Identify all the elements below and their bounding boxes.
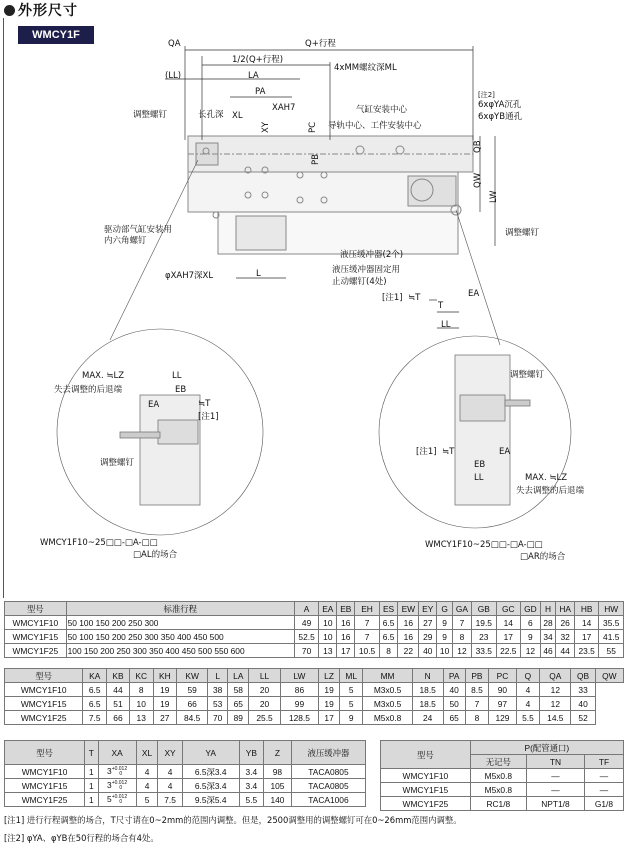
table-cell: 40 <box>571 697 595 711</box>
table-cell: 6.5 <box>83 697 107 711</box>
label-drive-cyl-1: 驱动部气缸安装用 <box>104 225 173 235</box>
table-dimensions-3 <box>4 740 366 807</box>
table-cell: 44 <box>556 644 575 658</box>
table-cell: 4 <box>516 683 540 697</box>
label-guide-center: 导轨中心、工件安装中心 <box>328 121 422 131</box>
dim-xl: XL <box>232 111 243 121</box>
dim-pc: PC <box>308 121 318 133</box>
table-cell: 10.5 <box>355 644 379 658</box>
table-cell: 13 <box>129 711 153 725</box>
table-row <box>5 793 366 807</box>
table-cell: 99 <box>280 697 319 711</box>
table-cell: 128.5 <box>280 711 319 725</box>
table-cell: WMCY1F15 <box>5 779 85 793</box>
table-cell: 140 <box>263 793 291 807</box>
table-cell: 12 <box>521 644 541 658</box>
t2-header: LL <box>249 669 280 683</box>
t1-header: 标准行程 <box>66 602 294 616</box>
t3-header: T <box>85 741 98 765</box>
table-cell: 17 <box>496 630 520 644</box>
table-cell: 52.5 <box>294 630 318 644</box>
dim-q-stroke: Q+行程 <box>305 39 336 49</box>
t2-header: PC <box>489 669 516 683</box>
dim-ea: EA <box>468 289 480 299</box>
table-cell: 1 <box>85 793 98 807</box>
table-row <box>5 616 624 630</box>
table-cell: M5x0.8 <box>470 769 526 783</box>
label-approx-t: ≒T <box>408 293 421 303</box>
table-cell: 5 <box>136 793 158 807</box>
table-cell: 50 100 150 200 250 300 350 400 450 500 <box>66 630 294 644</box>
table-cell: 50 <box>443 697 465 711</box>
note-2: [注2] φYA、φYB在50行程的场合有4处。 <box>4 833 159 843</box>
table-cell: 6.5 <box>379 630 398 644</box>
t2-header: L <box>208 669 228 683</box>
table-cell: 59 <box>177 683 208 697</box>
detail-left-note1: [注1] <box>198 412 219 422</box>
table-cell: 24 <box>412 711 443 725</box>
table-cell: M3x0.5 <box>363 683 412 697</box>
table-cell: 90 <box>489 683 516 697</box>
detail-right-note1: [注1] <box>416 447 437 457</box>
table-cell: 7 <box>452 616 471 630</box>
table-cell: 25.5 <box>249 711 280 725</box>
table-cell: 9 <box>339 711 363 725</box>
label-shock-absorber: 液压缓冲器(2个) <box>340 250 404 260</box>
detail-right-lost: 失去调整的后退端 <box>516 486 585 496</box>
t1-header: EB <box>337 602 355 616</box>
t1-header: 型号 <box>5 602 67 616</box>
dim-ll: LL <box>441 320 451 330</box>
table-cell: 66 <box>177 697 208 711</box>
table-cell: 9 <box>437 616 453 630</box>
t1-header: EY <box>419 602 437 616</box>
xa-value: 3 <box>107 766 112 777</box>
t2-header: QA <box>540 669 571 683</box>
table-cell: 7.5 <box>158 793 182 807</box>
table-cell: WMCY1F10 <box>5 765 85 779</box>
t1-header: GA <box>452 602 471 616</box>
table-cell: 6.5 <box>379 616 398 630</box>
detail-right-case: □AR的场合 <box>520 552 566 562</box>
detail-left-model: WMCY1F10~25□□-□A-□□ <box>40 538 158 548</box>
t1-header: H <box>540 602 556 616</box>
xa-tolerance: +0.012 0 <box>111 765 128 777</box>
t1-header: HW <box>599 602 624 616</box>
table-cell: 7.5 <box>83 711 107 725</box>
table-cell: 84.5 <box>177 711 208 725</box>
table-cell: WMCY1F15 <box>381 783 471 797</box>
table-cell: WMCY1F25 <box>381 797 471 811</box>
t1-header: ES <box>379 602 398 616</box>
table-row <box>5 711 624 725</box>
table-cell: 65 <box>228 697 249 711</box>
label-shock-fix-2: 止动螺钉(4处) <box>332 277 387 287</box>
detail-left-case: □AL的场合 <box>133 550 178 560</box>
t2-header: QW <box>595 669 623 683</box>
table-cell: — <box>526 783 584 797</box>
dim-l: L <box>256 269 261 279</box>
label-adjust-screw-left: 调整螺钉 <box>133 110 168 120</box>
xa-tolerance: +0.012 0 <box>111 779 128 791</box>
t3-header: Z <box>263 741 291 765</box>
t2-header: KB <box>107 669 130 683</box>
table-cell-xa <box>98 793 136 807</box>
table-cell: 44 <box>107 683 130 697</box>
table-cell: 16 <box>337 630 355 644</box>
table-cell: WMCY1F10 <box>5 616 67 630</box>
t2-header: KC <box>129 669 153 683</box>
table-cell: 20 <box>249 697 280 711</box>
table-cell: 86 <box>280 683 319 697</box>
table-cell: 26 <box>556 616 575 630</box>
t1-header: EW <box>398 602 419 616</box>
table-cell: 13 <box>319 644 337 658</box>
table-cell: 12 <box>540 697 571 711</box>
table-cell: 14.5 <box>540 711 571 725</box>
table-cell: 5 <box>339 697 363 711</box>
table-cell: 33 <box>571 683 595 697</box>
table-cell: 8 <box>379 644 398 658</box>
t1-header: HB <box>574 602 598 616</box>
label-cyl-center: 气缸安装中心 <box>356 105 408 115</box>
t1-header: G <box>437 602 453 616</box>
table-cell: 19 <box>319 683 340 697</box>
table-row <box>381 783 624 797</box>
table-cell: NPT1/8 <box>526 797 584 811</box>
table-cell: 53 <box>208 697 228 711</box>
table-cell: 4 <box>136 765 158 779</box>
table-cell: M5x0.8 <box>470 783 526 797</box>
table-cell: 7 <box>355 616 379 630</box>
table-cell: 29 <box>419 630 437 644</box>
table-cell: 6.5 <box>83 683 107 697</box>
t2-header: QB <box>571 669 595 683</box>
table-cell: 10 <box>319 616 337 630</box>
table-cell: 28 <box>540 616 556 630</box>
table-cell: 8.5 <box>465 683 489 697</box>
table-cell: 14 <box>496 616 520 630</box>
table-cell: WMCY1F10 <box>5 683 83 697</box>
dim-la: LA <box>248 71 259 81</box>
table-cell: 33.5 <box>472 644 496 658</box>
t2-header: LZ <box>319 669 340 683</box>
t4-header-none: 无记号 <box>470 755 526 769</box>
dim-qw: QW <box>473 172 483 188</box>
t2-header: N <box>412 669 443 683</box>
table-port <box>380 740 624 811</box>
t3-header: 液压缓冲器 <box>291 741 365 765</box>
table-cell: 19.5 <box>472 616 496 630</box>
table-cell: 5.5 <box>239 793 263 807</box>
table-cell: 97 <box>489 697 516 711</box>
table-row <box>381 797 624 811</box>
detail-left-approx-t: ≒T <box>198 399 211 409</box>
table-cell: 16 <box>398 616 419 630</box>
table-cell: 40 <box>443 683 465 697</box>
table-row <box>5 683 624 697</box>
t2-header: MM <box>363 669 412 683</box>
table-cell: 9.5深5.4 <box>182 793 239 807</box>
table-cell: 4 <box>516 697 540 711</box>
detail-left-lost: 失去调整的后退端 <box>54 385 123 395</box>
t3-header: XY <box>158 741 182 765</box>
dim-half-q: 1/2(Q+行程) <box>232 55 284 65</box>
note-1: [注1] 进行行程调整的场合，T尺寸请在0~2mm的范围内调整。但是，2500调整用的调整螺钉可在0~26mm范围内调整。 <box>4 815 462 825</box>
table-cell: 8 <box>129 683 153 697</box>
table-cell: 4 <box>158 765 182 779</box>
dim-qb: QB <box>473 140 483 153</box>
table-cell: 35.5 <box>599 616 624 630</box>
table-cell: 66 <box>107 711 130 725</box>
t4-header-tn: TN <box>526 755 584 769</box>
table-cell: 129 <box>489 711 516 725</box>
xa-value: 5 <box>107 794 112 805</box>
dim-xah7: XAH7 <box>272 103 296 113</box>
section-title: 外形尺寸 <box>18 3 78 19</box>
t2-header: LA <box>228 669 249 683</box>
table-cell: 9 <box>437 630 453 644</box>
table-cell: 34 <box>540 630 556 644</box>
table-cell: 49 <box>294 616 318 630</box>
label-ya-cbore: 6xφYA沉孔 <box>478 100 522 110</box>
detail-right-model: WMCY1F10~25□□-□A-□□ <box>425 540 543 550</box>
table-cell: M3x0.5 <box>363 697 412 711</box>
table-cell: 18.5 <box>412 697 443 711</box>
dim-pa: PA <box>255 87 266 97</box>
table-cell-xa <box>98 779 136 793</box>
t2-header: PA <box>443 669 465 683</box>
detail-right-approx-t: ≒T <box>442 447 455 457</box>
table-cell: 16 <box>398 630 419 644</box>
table-row <box>5 779 366 793</box>
detail-left-screw: 调整螺钉 <box>100 458 135 468</box>
t1-header: GB <box>472 602 496 616</box>
table-cell: G1/8 <box>584 797 623 811</box>
t3-header: YB <box>239 741 263 765</box>
table-cell: 19 <box>153 683 177 697</box>
table-cell: RC1/8 <box>470 797 526 811</box>
table-cell: 65 <box>443 711 465 725</box>
table-cell: 32 <box>556 630 575 644</box>
t1-header: HA <box>556 602 575 616</box>
table-cell: 7 <box>355 630 379 644</box>
table-cell: 51 <box>107 697 130 711</box>
table-cell: 40 <box>419 644 437 658</box>
label-note2: [注2] <box>478 91 495 99</box>
table-row <box>5 697 624 711</box>
table-cell: 10 <box>437 644 453 658</box>
t4-header-p: P(配管通口) <box>470 741 623 755</box>
table-cell: 9 <box>521 630 541 644</box>
table-cell: 89 <box>228 711 249 725</box>
table-cell: 23.5 <box>574 644 598 658</box>
detail-right-screw: 调整螺钉 <box>510 370 545 380</box>
t2-header: PB <box>465 669 489 683</box>
t1-header: GD <box>521 602 541 616</box>
table-cell: WMCY1F25 <box>5 644 67 658</box>
t2-header: Q <box>516 669 540 683</box>
table-cell: 1 <box>85 765 98 779</box>
detail-left-ea: EA <box>148 400 160 410</box>
table-cell: 105 <box>263 779 291 793</box>
slide-body-outline <box>188 136 473 254</box>
t2-header: LW <box>280 669 319 683</box>
t2-header: 型号 <box>5 669 83 683</box>
table-cell: 19 <box>153 697 177 711</box>
table-cell: WMCY1F25 <box>5 711 83 725</box>
detail-right-ll: LL <box>474 473 484 483</box>
table-cell: 27 <box>153 711 177 725</box>
detail-left-max: MAX. ≒LZ <box>82 371 125 381</box>
dim-pb: PB <box>311 154 321 165</box>
table-cell: 50 100 150 200 250 300 <box>66 616 294 630</box>
dim-tap-mm: 4xMM螺纹深ML <box>334 63 397 73</box>
dim-ll-paren: (LL) <box>165 71 182 81</box>
t3-header: XL <box>136 741 158 765</box>
table-cell: 23 <box>472 630 496 644</box>
label-xah7-depth: φXAH7深XL <box>165 271 214 281</box>
t3-header: XA <box>98 741 136 765</box>
table-cell: 22.5 <box>496 644 520 658</box>
t1-header: EH <box>355 602 379 616</box>
table-cell: 46 <box>540 644 556 658</box>
model-badge: WMCY1F <box>18 26 94 44</box>
table-cell: 58 <box>228 683 249 697</box>
table-cell: M5x0.8 <box>363 711 412 725</box>
table-cell: 12 <box>452 644 471 658</box>
table-cell: 70 <box>294 644 318 658</box>
table-cell: 17 <box>337 644 355 658</box>
xa-value: 3 <box>107 780 112 791</box>
table-cell: 4 <box>158 779 182 793</box>
table-row <box>5 630 624 644</box>
table-cell: 3.4 <box>239 779 263 793</box>
detail-left-ll: LL <box>172 371 182 381</box>
table-cell: 6.5深3.4 <box>182 765 239 779</box>
detail-right-ea: EA <box>499 447 511 457</box>
table-cell: 16 <box>337 616 355 630</box>
table-cell: 5 <box>339 683 363 697</box>
t1-header: A <box>294 602 318 616</box>
table-cell-xa <box>98 765 136 779</box>
label-slot-depth: 长孔深 <box>198 110 224 120</box>
table-dimensions-2 <box>4 668 624 725</box>
t2-header: KA <box>83 669 107 683</box>
table-cell: 22 <box>398 644 419 658</box>
table-cell: 6.5深3.4 <box>182 779 239 793</box>
table-cell: 1 <box>85 779 98 793</box>
label-drive-cyl-2: 内六角螺钉 <box>104 236 147 246</box>
table-cell: WMCY1F15 <box>5 630 67 644</box>
table-cell: 14 <box>574 616 598 630</box>
table-cell: — <box>584 783 623 797</box>
label-yb-thru: 6xφYB通孔 <box>478 112 523 122</box>
table-cell: 8 <box>452 630 471 644</box>
table-cell: 41.5 <box>599 630 624 644</box>
table-cell: 19 <box>319 697 340 711</box>
table-cell: 18.5 <box>412 683 443 697</box>
detail-left-part <box>120 395 200 505</box>
t3-header: YA <box>182 741 239 765</box>
table-cell: 5.5 <box>516 711 540 725</box>
table-dimensions-1 <box>4 601 624 658</box>
table-cell: TACA0805 <box>291 765 365 779</box>
table-cell: 55 <box>599 644 624 658</box>
table-cell: 17 <box>574 630 598 644</box>
t1-header: EA <box>319 602 337 616</box>
dim-t: T <box>438 301 444 311</box>
table-cell: WMCY1F10 <box>381 769 471 783</box>
table-cell: TACA1006 <box>291 793 365 807</box>
t2-header: KW <box>177 669 208 683</box>
table-cell: 12 <box>540 683 571 697</box>
table-cell: 38 <box>208 683 228 697</box>
detail-right-max: MAX. ≒LZ <box>525 473 568 483</box>
table-cell: 17 <box>319 711 340 725</box>
table-cell: WMCY1F25 <box>5 793 85 807</box>
table-cell: 6 <box>521 616 541 630</box>
dim-lw: LW <box>489 190 499 203</box>
table-cell: 70 <box>208 711 228 725</box>
table-cell: TACA0805 <box>291 779 365 793</box>
table-row <box>381 769 624 783</box>
detail-right-eb: EB <box>474 460 486 470</box>
table-cell: 8 <box>465 711 489 725</box>
table-cell: 7 <box>465 697 489 711</box>
label-shock-fix-1: 液压缓冲器固定用 <box>332 265 401 275</box>
table-cell: 98 <box>263 765 291 779</box>
table-cell: — <box>526 769 584 783</box>
table-row <box>5 765 366 779</box>
table-cell: 3.4 <box>239 765 263 779</box>
t2-header: ML <box>339 669 363 683</box>
xa-tolerance: +0.012 0 <box>111 793 128 805</box>
t3-header: 型号 <box>5 741 85 765</box>
table-cell: 4 <box>136 779 158 793</box>
label-note1-t: [注1] <box>382 293 403 303</box>
table-cell: 100 150 200 250 300 350 400 450 500 550 600 <box>66 644 294 658</box>
t4-header-model: 型号 <box>381 741 471 769</box>
table-row <box>5 644 624 658</box>
dim-xy: XY <box>261 121 271 133</box>
table-cell: 20 <box>249 683 280 697</box>
table-cell: WMCY1F15 <box>5 697 83 711</box>
table-cell: 52 <box>571 711 595 725</box>
detail-left-eb: EB <box>175 385 187 395</box>
dim-qa: QA <box>168 39 181 49</box>
table-cell: — <box>584 769 623 783</box>
table-cell: 10 <box>129 697 153 711</box>
t2-header: KH <box>153 669 177 683</box>
t1-header: GC <box>496 602 520 616</box>
table-cell: 27 <box>419 616 437 630</box>
table-cell: 10 <box>319 630 337 644</box>
label-adjust-screw-right: 调整螺钉 <box>505 228 540 238</box>
t4-header-tf: TF <box>584 755 623 769</box>
